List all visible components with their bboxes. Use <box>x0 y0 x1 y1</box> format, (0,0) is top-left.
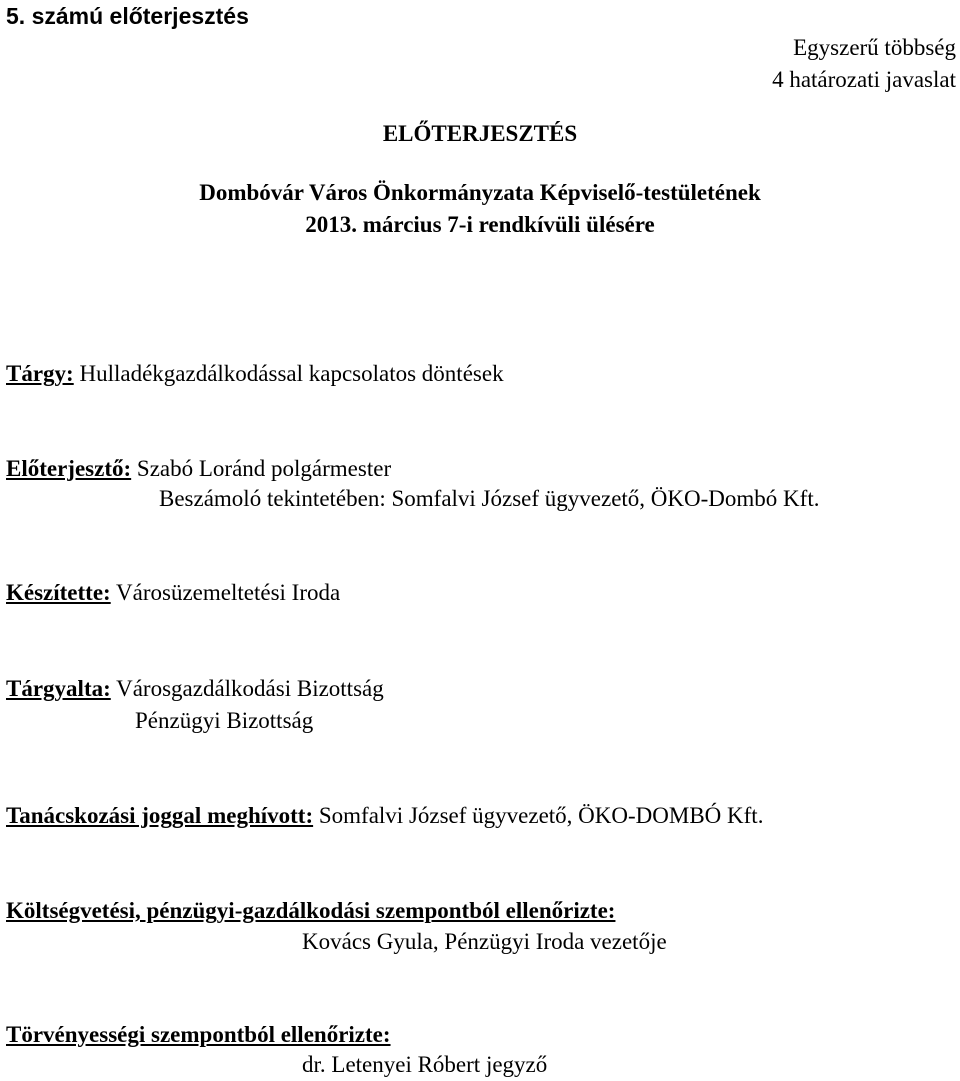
discussed-by-committee-1: Városgazdálkodási Bizottság <box>116 676 384 701</box>
discussed-by-committee-2: Pénzügyi Bizottság <box>135 708 314 733</box>
presenter-row <box>6 456 391 482</box>
prepared-by-value: Városüzemeltetési Iroda <box>116 580 341 605</box>
resolution-count: 4 határozati javaslat <box>772 67 956 92</box>
presenter-label: Előterjesztő: <box>6 456 132 481</box>
document-title: ELŐTERJESZTÉS <box>382 121 578 146</box>
invited-label: Tanácskozási joggal meghívott: <box>6 803 314 828</box>
budget-check-value: Kovács Gyula, Pénzügyi Iroda vezetője <box>302 929 667 954</box>
presenter-report: Beszámoló tekintetében: Somfalvi József ügyvezető, ÖKO-Dombó Kft. <box>159 486 820 511</box>
invited-value: Somfalvi József ügyvezető, ÖKO-DOMBÓ Kft. <box>318 803 764 828</box>
majority-type: Egyszerű többség <box>793 35 956 60</box>
subject-row <box>6 361 504 387</box>
prepared-by-label: Készítette: <box>6 580 111 605</box>
discussed-by-label: Tárgyalta: <box>6 676 111 701</box>
submission-number-title: 5. számú előterjesztés <box>6 3 249 29</box>
invited-row <box>6 803 763 829</box>
subject-label: Tárgy: <box>6 361 74 386</box>
presenter-value: Szabó Loránd polgármester <box>136 456 392 481</box>
budget-check-label: Költségvetési, pénzügyi-gazdálkodási szempontból ellenőrizte: <box>6 898 616 923</box>
addressee-body: Dombóvár Város Önkormányzata Képviselő-testületének <box>199 180 761 205</box>
prepared-by-row <box>6 580 340 606</box>
subject-value: Hulladékgazdálkodással kapcsolatos döntések <box>79 361 504 386</box>
legal-check-value: dr. Letenyei Róbert jegyző <box>302 1052 548 1077</box>
legal-check-label: Törvényességi szempontból ellenőrizte: <box>6 1022 391 1047</box>
session-date: 2013. március 7-i rendkívüli ülésére <box>305 212 655 237</box>
discussed-by-row <box>6 676 384 702</box>
